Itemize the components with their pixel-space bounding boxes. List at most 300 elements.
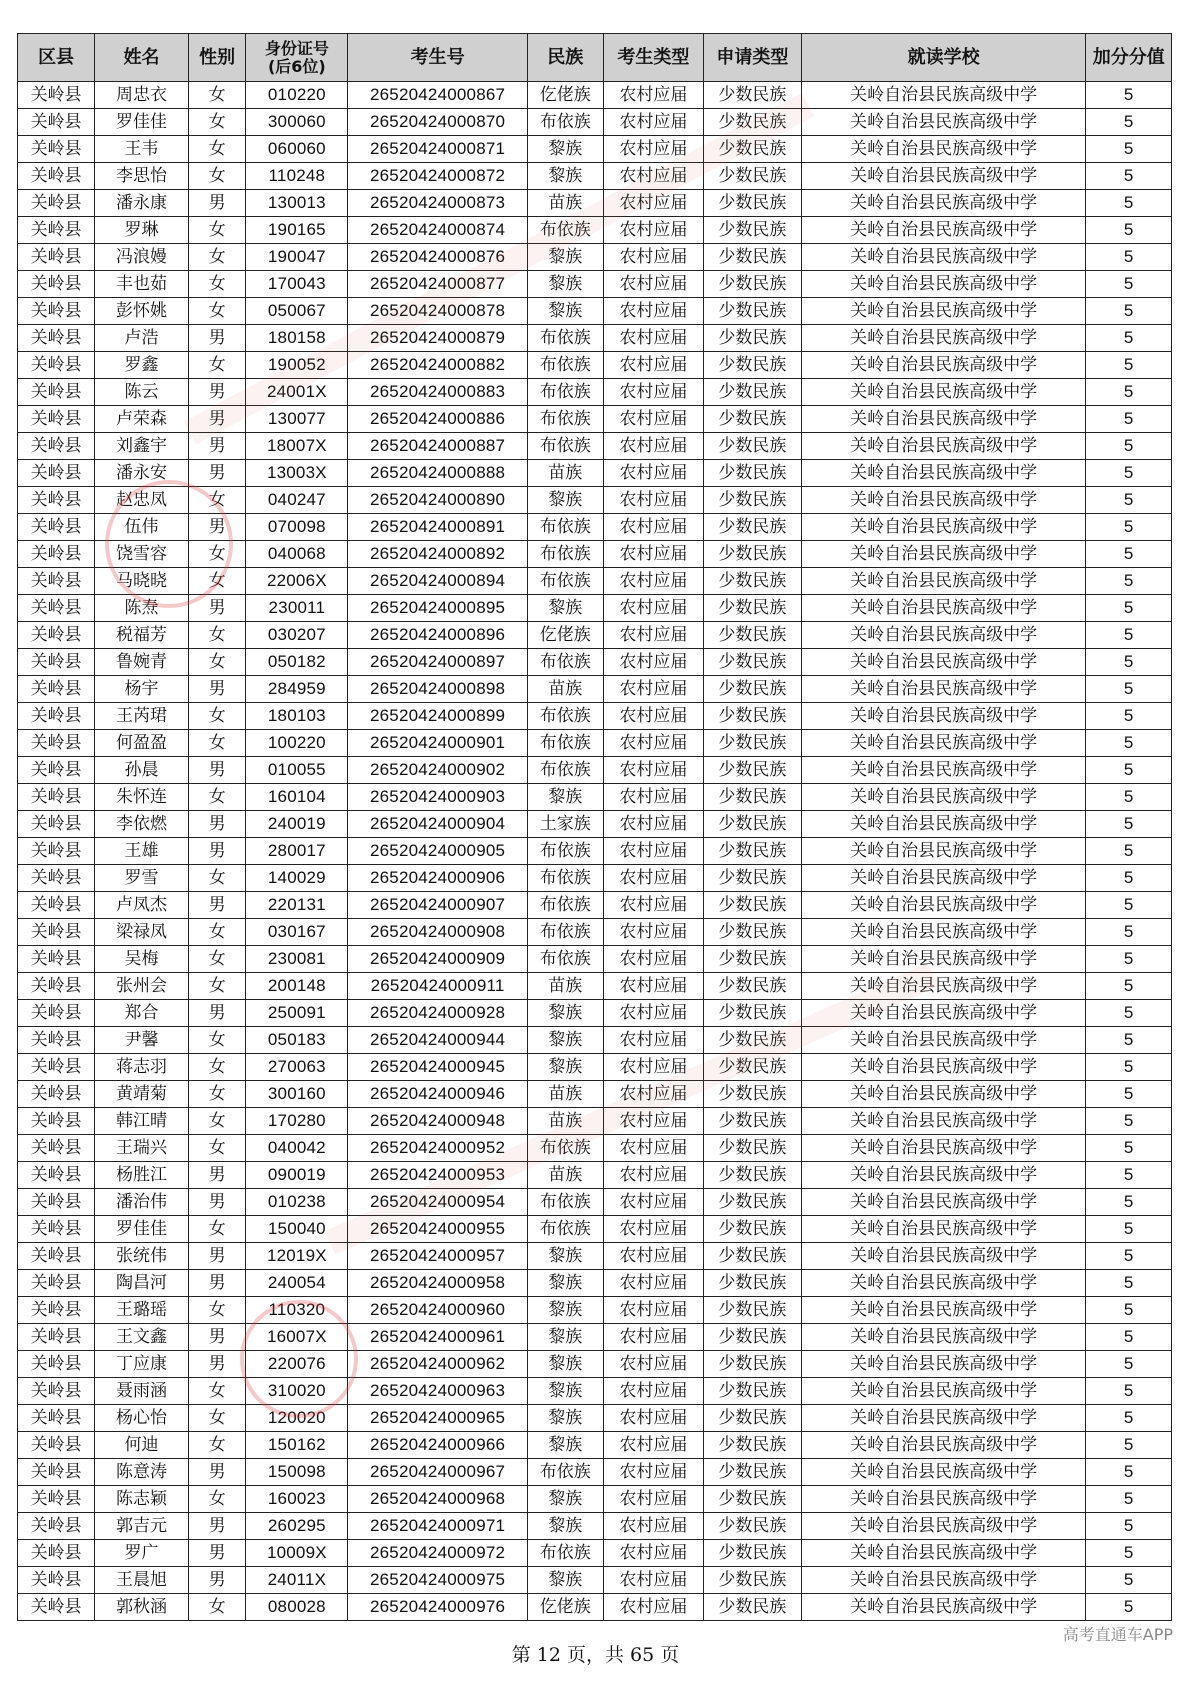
school-cell: 关岭自治县民族高级中学	[801, 109, 1086, 136]
candidate-type-cell: 农村应届	[603, 703, 703, 730]
county-cell: 关岭县	[18, 1378, 95, 1405]
name-cell: 丰也茹	[95, 271, 189, 298]
gender-cell: 女	[188, 1027, 245, 1054]
application-type-cell: 少数民族	[703, 973, 801, 1000]
exam-number-cell: 26520424000967	[348, 1459, 527, 1486]
exam-number-cell: 26520424000879	[348, 325, 527, 352]
bonus-points-cell: 5	[1086, 217, 1172, 244]
header-application-type: 申请类型	[703, 34, 801, 82]
bonus-points-cell: 5	[1086, 1135, 1172, 1162]
bonus-points-cell: 5	[1086, 757, 1172, 784]
exam-number-cell: 26520424000871	[348, 136, 527, 163]
ethnicity-cell: 苗族	[527, 1108, 603, 1135]
school-cell: 关岭自治县民族高级中学	[801, 676, 1086, 703]
id-last6-cell: 260295	[246, 1513, 348, 1540]
ethnicity-cell: 黎族	[527, 1567, 603, 1594]
county-cell: 关岭县	[18, 1000, 95, 1027]
gender-cell: 男	[188, 190, 245, 217]
county-cell: 关岭县	[18, 919, 95, 946]
application-type-cell: 少数民族	[703, 1540, 801, 1567]
school-cell: 关岭自治县民族高级中学	[801, 1027, 1086, 1054]
school-cell: 关岭自治县民族高级中学	[801, 1216, 1086, 1243]
county-cell: 关岭县	[18, 676, 95, 703]
table-row	[18, 811, 1172, 838]
name-cell: 王韦	[95, 136, 189, 163]
exam-number-cell: 26520424000953	[348, 1162, 527, 1189]
application-type-cell: 少数民族	[703, 1162, 801, 1189]
id-last6-cell: 050182	[246, 649, 348, 676]
name-cell: 王文鑫	[95, 1324, 189, 1351]
ethnicity-cell: 布依族	[527, 541, 603, 568]
application-type-cell: 少数民族	[703, 298, 801, 325]
id-last6-cell: 300160	[246, 1081, 348, 1108]
school-cell: 关岭自治县民族高级中学	[801, 1324, 1086, 1351]
school-cell: 关岭自治县民族高级中学	[801, 1378, 1086, 1405]
id-last6-cell: 090019	[246, 1162, 348, 1189]
exam-number-cell: 26520424000962	[348, 1351, 527, 1378]
county-cell: 关岭县	[18, 1594, 95, 1621]
school-cell: 关岭自治县民族高级中学	[801, 352, 1086, 379]
county-cell: 关岭县	[18, 892, 95, 919]
header-name: 姓名	[95, 34, 189, 82]
candidate-type-cell: 农村应届	[603, 1108, 703, 1135]
school-cell: 关岭自治县民族高级中学	[801, 865, 1086, 892]
school-cell: 关岭自治县民族高级中学	[801, 811, 1086, 838]
name-cell: 朱怀连	[95, 784, 189, 811]
county-cell: 关岭县	[18, 1135, 95, 1162]
candidate-type-cell: 农村应届	[603, 1081, 703, 1108]
gender-cell: 男	[188, 1351, 245, 1378]
exam-number-cell: 26520424000906	[348, 865, 527, 892]
gender-cell: 男	[188, 1243, 245, 1270]
watermark-label: 高考直通车APP	[1062, 1625, 1173, 1644]
gender-cell: 女	[188, 82, 245, 109]
exam-number-cell: 26520424000886	[348, 406, 527, 433]
gender-cell: 女	[188, 487, 245, 514]
ethnicity-cell: 布依族	[527, 433, 603, 460]
candidate-type-cell: 农村应届	[603, 649, 703, 676]
ethnicity-cell: 苗族	[527, 190, 603, 217]
bonus-points-cell: 5	[1086, 784, 1172, 811]
bonus-points-cell: 5	[1086, 838, 1172, 865]
school-cell: 关岭自治县民族高级中学	[801, 595, 1086, 622]
bonus-points-cell: 5	[1086, 352, 1172, 379]
ethnicity-cell: 布依族	[527, 892, 603, 919]
candidate-type-cell: 农村应届	[603, 946, 703, 973]
candidate-type-cell: 农村应届	[603, 217, 703, 244]
school-cell: 关岭自治县民族高级中学	[801, 892, 1086, 919]
school-cell: 关岭自治县民族高级中学	[801, 1459, 1086, 1486]
id-last6-cell: 010238	[246, 1189, 348, 1216]
school-cell: 关岭自治县民族高级中学	[801, 1540, 1086, 1567]
gender-cell: 女	[188, 973, 245, 1000]
school-cell: 关岭自治县民族高级中学	[801, 163, 1086, 190]
id-last6-cell: 284959	[246, 676, 348, 703]
candidate-type-cell: 农村应届	[603, 784, 703, 811]
school-cell: 关岭自治县民族高级中学	[801, 487, 1086, 514]
id-last6-cell: 310020	[246, 1378, 348, 1405]
ethnicity-cell: 布依族	[527, 838, 603, 865]
school-cell: 关岭自治县民族高级中学	[801, 1135, 1086, 1162]
school-cell: 关岭自治县民族高级中学	[801, 973, 1086, 1000]
county-cell: 关岭县	[18, 541, 95, 568]
name-cell: 刘鑫宇	[95, 433, 189, 460]
exam-number-cell: 26520424000887	[348, 433, 527, 460]
county-cell: 关岭县	[18, 1243, 95, 1270]
county-cell: 关岭县	[18, 1189, 95, 1216]
ethnicity-cell: 黎族	[527, 1351, 603, 1378]
table-row	[18, 838, 1172, 865]
application-type-cell: 少数民族	[703, 487, 801, 514]
school-cell: 关岭自治县民族高级中学	[801, 1297, 1086, 1324]
county-cell: 关岭县	[18, 1432, 95, 1459]
candidate-type-cell: 农村应届	[603, 1216, 703, 1243]
application-type-cell: 少数民族	[703, 1135, 801, 1162]
gender-cell: 男	[188, 1189, 245, 1216]
bonus-points-cell: 5	[1086, 865, 1172, 892]
gender-cell: 男	[188, 1000, 245, 1027]
table-row	[18, 487, 1172, 514]
ethnicity-cell: 仡佬族	[527, 622, 603, 649]
header-line: 身份证号	[264, 38, 329, 58]
bonus-points-cell: 5	[1086, 1513, 1172, 1540]
id-last6-cell: 170043	[246, 271, 348, 298]
table-row	[18, 1162, 1172, 1189]
table-row	[18, 1594, 1172, 1621]
candidate-type-cell: 农村应届	[603, 595, 703, 622]
exam-number-cell: 26520424000877	[348, 271, 527, 298]
school-cell: 关岭自治县民族高级中学	[801, 1081, 1086, 1108]
name-cell: 王雄	[95, 838, 189, 865]
exam-number-cell: 26520424000873	[348, 190, 527, 217]
gender-cell: 男	[188, 406, 245, 433]
header-candidate-type: 考生类型	[603, 34, 703, 82]
gender-cell: 男	[188, 514, 245, 541]
school-cell: 关岭自治县民族高级中学	[801, 1054, 1086, 1081]
name-cell: 王晨旭	[95, 1567, 189, 1594]
table-row	[18, 433, 1172, 460]
county-cell: 关岭县	[18, 271, 95, 298]
name-cell: 李依燃	[95, 811, 189, 838]
gender-cell: 女	[188, 622, 245, 649]
application-type-cell: 少数民族	[703, 1459, 801, 1486]
application-type-cell: 少数民族	[703, 1027, 801, 1054]
school-cell: 关岭自治县民族高级中学	[801, 1270, 1086, 1297]
county-cell: 关岭县	[18, 352, 95, 379]
ethnicity-cell: 黎族	[527, 163, 603, 190]
gender-cell: 女	[188, 541, 245, 568]
bonus-points-cell: 5	[1086, 1324, 1172, 1351]
ethnicity-cell: 黎族	[527, 1243, 603, 1270]
county-cell: 关岭县	[18, 1324, 95, 1351]
id-last6-cell: 200148	[246, 973, 348, 1000]
exam-number-cell: 26520424000903	[348, 784, 527, 811]
table-row	[18, 1324, 1172, 1351]
name-cell: 罗鑫	[95, 352, 189, 379]
name-cell: 罗广	[95, 1540, 189, 1567]
exam-number-cell: 26520424000958	[348, 1270, 527, 1297]
bonus-points-cell: 5	[1086, 1378, 1172, 1405]
candidate-type-cell: 农村应届	[603, 1513, 703, 1540]
bonus-points-cell: 5	[1086, 1108, 1172, 1135]
id-last6-cell: 050183	[246, 1027, 348, 1054]
candidate-type-cell: 农村应届	[603, 163, 703, 190]
name-cell: 郭秋涵	[95, 1594, 189, 1621]
application-type-cell: 少数民族	[703, 136, 801, 163]
application-type-cell: 少数民族	[703, 1486, 801, 1513]
county-cell: 关岭县	[18, 730, 95, 757]
exam-number-cell: 26520424000945	[348, 1054, 527, 1081]
gender-cell: 女	[188, 1594, 245, 1621]
bonus-points-cell: 5	[1086, 1351, 1172, 1378]
name-cell: 陶昌河	[95, 1270, 189, 1297]
county-cell: 关岭县	[18, 811, 95, 838]
name-cell: 梁禄凤	[95, 919, 189, 946]
table-row	[18, 622, 1172, 649]
ethnicity-cell: 黎族	[527, 298, 603, 325]
name-cell: 尹馨	[95, 1027, 189, 1054]
candidate-type-cell: 农村应届	[603, 622, 703, 649]
table-row	[18, 379, 1172, 406]
application-type-cell: 少数民族	[703, 784, 801, 811]
table-row	[18, 946, 1172, 973]
ethnicity-cell: 黎族	[527, 1432, 603, 1459]
candidate-type-cell: 农村应届	[603, 568, 703, 595]
gender-cell: 男	[188, 325, 245, 352]
id-last6-cell: 12019X	[246, 1243, 348, 1270]
county-cell: 关岭县	[18, 1567, 95, 1594]
name-cell: 卢浩	[95, 325, 189, 352]
ethnicity-cell: 苗族	[527, 1081, 603, 1108]
gender-cell: 男	[188, 379, 245, 406]
bonus-points-cell: 5	[1086, 973, 1172, 1000]
candidate-type-cell: 农村应届	[603, 514, 703, 541]
bonus-points-cell: 5	[1086, 541, 1172, 568]
bonus-points-table	[17, 33, 1172, 1621]
exam-number-cell: 26520424000888	[348, 460, 527, 487]
ethnicity-cell: 黎族	[527, 1297, 603, 1324]
gender-cell: 女	[188, 1081, 245, 1108]
bonus-points-cell: 5	[1086, 919, 1172, 946]
name-cell: 王瑞兴	[95, 1135, 189, 1162]
table-row	[18, 136, 1172, 163]
school-cell: 关岭自治县民族高级中学	[801, 1513, 1086, 1540]
exam-number-cell: 26520424000896	[348, 622, 527, 649]
id-last6-cell: 030167	[246, 919, 348, 946]
application-type-cell: 少数民族	[703, 190, 801, 217]
school-cell: 关岭自治县民族高级中学	[801, 244, 1086, 271]
school-cell: 关岭自治县民族高级中学	[801, 541, 1086, 568]
gender-cell: 女	[188, 946, 245, 973]
name-cell: 彭怀姚	[95, 298, 189, 325]
name-cell: 马晓晓	[95, 568, 189, 595]
bonus-points-cell: 5	[1086, 568, 1172, 595]
bonus-points-cell: 5	[1086, 82, 1172, 109]
exam-number-cell: 26520424000902	[348, 757, 527, 784]
county-cell: 关岭县	[18, 649, 95, 676]
ethnicity-cell: 布依族	[527, 703, 603, 730]
school-cell: 关岭自治县民族高级中学	[801, 1486, 1086, 1513]
table-row	[18, 406, 1172, 433]
bonus-points-cell: 5	[1086, 1594, 1172, 1621]
table-row	[18, 1378, 1172, 1405]
bonus-points-cell: 5	[1086, 811, 1172, 838]
gender-cell: 女	[188, 568, 245, 595]
gender-cell: 男	[188, 1270, 245, 1297]
ethnicity-cell: 布依族	[527, 1189, 603, 1216]
name-cell: 蒋志羽	[95, 1054, 189, 1081]
bonus-points-cell: 5	[1086, 649, 1172, 676]
application-type-cell: 少数民族	[703, 1513, 801, 1540]
table-body	[18, 82, 1172, 1621]
school-cell: 关岭自治县民族高级中学	[801, 217, 1086, 244]
exam-number-cell: 26520424000911	[348, 973, 527, 1000]
table-row	[18, 244, 1172, 271]
table-row	[18, 1270, 1172, 1297]
name-cell: 卢凤杰	[95, 892, 189, 919]
id-last6-cell: 180158	[246, 325, 348, 352]
table-row	[18, 82, 1172, 109]
gender-cell: 女	[188, 784, 245, 811]
name-cell: 潘永安	[95, 460, 189, 487]
gender-cell: 女	[188, 217, 245, 244]
school-cell: 关岭自治县民族高级中学	[801, 1432, 1086, 1459]
exam-number-cell: 26520424000876	[348, 244, 527, 271]
school-cell: 关岭自治县民族高级中学	[801, 1594, 1086, 1621]
candidate-type-cell: 农村应届	[603, 1378, 703, 1405]
ethnicity-cell: 苗族	[527, 973, 603, 1000]
bonus-points-cell: 5	[1086, 703, 1172, 730]
id-last6-cell: 110248	[246, 163, 348, 190]
id-last6-cell: 24001X	[246, 379, 348, 406]
ethnicity-cell: 苗族	[527, 676, 603, 703]
ethnicity-cell: 黎族	[527, 1027, 603, 1054]
bonus-points-cell: 5	[1086, 136, 1172, 163]
application-type-cell: 少数民族	[703, 163, 801, 190]
document-sheet	[17, 33, 1172, 1621]
exam-number-cell: 26520424000946	[348, 1081, 527, 1108]
id-last6-cell: 22006X	[246, 568, 348, 595]
name-cell: 吴梅	[95, 946, 189, 973]
application-type-cell: 少数民族	[703, 1351, 801, 1378]
application-type-cell: 少数民族	[703, 757, 801, 784]
exam-number-cell: 26520424000965	[348, 1405, 527, 1432]
county-cell: 关岭县	[18, 1081, 95, 1108]
ethnicity-cell: 黎族	[527, 1324, 603, 1351]
county-cell: 关岭县	[18, 1216, 95, 1243]
school-cell: 关岭自治县民族高级中学	[801, 1108, 1086, 1135]
school-cell: 关岭自治县民族高级中学	[801, 298, 1086, 325]
ethnicity-cell: 黎族	[527, 244, 603, 271]
application-type-cell: 少数民族	[703, 595, 801, 622]
gender-cell: 女	[188, 865, 245, 892]
application-type-cell: 少数民族	[703, 1297, 801, 1324]
bonus-points-cell: 5	[1086, 1486, 1172, 1513]
name-cell: 郭吉元	[95, 1513, 189, 1540]
bonus-points-cell: 5	[1086, 514, 1172, 541]
candidate-type-cell: 农村应届	[603, 919, 703, 946]
page-number: 第 12 页，共 65 页	[511, 1644, 680, 1666]
school-cell: 关岭自治县民族高级中学	[801, 1405, 1086, 1432]
bonus-points-cell: 5	[1086, 1054, 1172, 1081]
county-cell: 关岭县	[18, 865, 95, 892]
exam-number-cell: 26520424000901	[348, 730, 527, 757]
gender-cell: 女	[188, 1216, 245, 1243]
ethnicity-cell: 黎族	[527, 1054, 603, 1081]
application-type-cell: 少数民族	[703, 1000, 801, 1027]
name-cell: 郑合	[95, 1000, 189, 1027]
table-row	[18, 190, 1172, 217]
name-cell: 何盈盈	[95, 730, 189, 757]
county-cell: 关岭县	[18, 1162, 95, 1189]
gender-cell: 女	[188, 1054, 245, 1081]
candidate-type-cell: 农村应届	[603, 1054, 703, 1081]
bonus-points-cell: 5	[1086, 460, 1172, 487]
ethnicity-cell: 布依族	[527, 757, 603, 784]
school-cell: 关岭自治县民族高级中学	[801, 568, 1086, 595]
exam-number-cell: 26520424000874	[348, 217, 527, 244]
table-row	[18, 1567, 1172, 1594]
name-cell: 赵忠凤	[95, 487, 189, 514]
school-cell: 关岭自治县民族高级中学	[801, 622, 1086, 649]
ethnicity-cell: 黎族	[527, 136, 603, 163]
county-cell: 关岭县	[18, 1351, 95, 1378]
application-type-cell: 少数民族	[703, 379, 801, 406]
name-cell: 陈意涛	[95, 1459, 189, 1486]
name-cell: 伍伟	[95, 514, 189, 541]
school-cell: 关岭自治县民族高级中学	[801, 730, 1086, 757]
ethnicity-cell: 黎族	[527, 1486, 603, 1513]
county-cell: 关岭县	[18, 1054, 95, 1081]
id-last6-cell: 170280	[246, 1108, 348, 1135]
gender-cell: 男	[188, 838, 245, 865]
bonus-points-cell: 5	[1086, 946, 1172, 973]
school-cell: 关岭自治县民族高级中学	[801, 757, 1086, 784]
exam-number-cell: 26520424000882	[348, 352, 527, 379]
gender-cell: 女	[188, 244, 245, 271]
school-cell: 关岭自治县民族高级中学	[801, 460, 1086, 487]
gender-cell: 男	[188, 1162, 245, 1189]
exam-number-cell: 26520424000905	[348, 838, 527, 865]
id-last6-cell: 180103	[246, 703, 348, 730]
gender-cell: 女	[188, 1108, 245, 1135]
application-type-cell: 少数民族	[703, 82, 801, 109]
gender-cell: 女	[188, 1135, 245, 1162]
application-type-cell: 少数民族	[703, 1081, 801, 1108]
county-cell: 关岭县	[18, 136, 95, 163]
id-last6-cell: 190165	[246, 217, 348, 244]
id-last6-cell: 190047	[246, 244, 348, 271]
ethnicity-cell: 布依族	[527, 1135, 603, 1162]
table-row	[18, 973, 1172, 1000]
bonus-points-cell: 5	[1086, 730, 1172, 757]
id-last6-cell: 150040	[246, 1216, 348, 1243]
candidate-type-cell: 农村应届	[603, 1567, 703, 1594]
name-cell: 韩江晴	[95, 1108, 189, 1135]
county-cell: 关岭县	[18, 595, 95, 622]
exam-number-cell: 26520424000892	[348, 541, 527, 568]
school-cell: 关岭自治县民族高级中学	[801, 784, 1086, 811]
bonus-points-cell: 5	[1086, 271, 1172, 298]
school-cell: 关岭自治县民族高级中学	[801, 190, 1086, 217]
table-row	[18, 1081, 1172, 1108]
application-type-cell: 少数民族	[703, 811, 801, 838]
candidate-type-cell: 农村应届	[603, 1405, 703, 1432]
county-cell: 关岭县	[18, 325, 95, 352]
application-type-cell: 少数民族	[703, 406, 801, 433]
gender-cell: 女	[188, 1378, 245, 1405]
id-last6-cell: 080028	[246, 1594, 348, 1621]
